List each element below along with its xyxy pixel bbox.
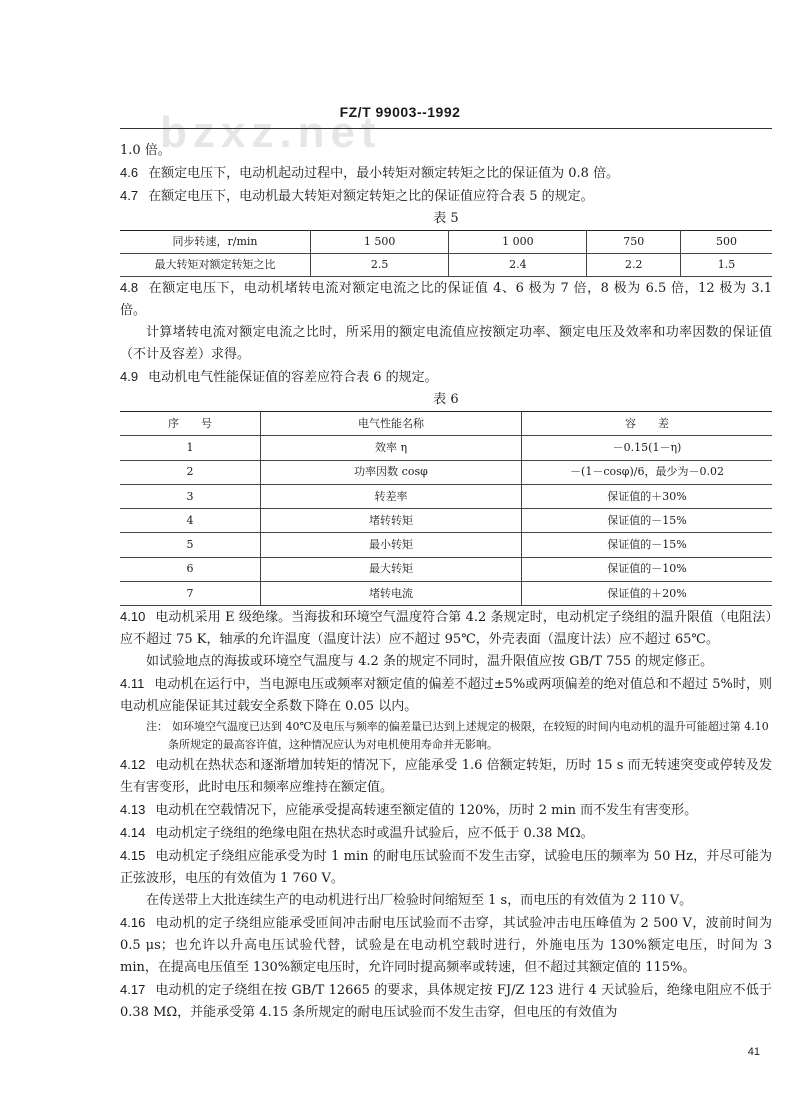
clause-text: 电动机采用 E 级绝缘。当海拔和环境空气温度符合第 4.2 条规定时，电动机定子绕组的温升限值（电阻法）应不超过 75 K，轴承的允许温度（温度计法）应不超过 95℃，外壳表面（温度计法）应不超过 65℃。 [120,610,772,648]
table-cell: 4 [120,509,261,533]
clause-text: 在额定电压下，电动机最大转矩对额定转矩之比的保证值应符合表 5 的规定。 [148,189,594,204]
table-row [120,254,772,277]
table-cell: －(1－cosφ)/6，最少为－0.02 [522,460,773,484]
table-cell: 1 [120,436,261,460]
clause-4-14 [120,822,772,845]
table-cell: 1.5 [681,254,772,277]
table-cell: 保证值的－10% [522,557,773,581]
table-cell: 保证值的－15% [522,533,773,557]
table-cell: 功率因数 cosφ [261,460,522,484]
clause-number: 4.17 [120,982,146,998]
table-row [120,557,772,581]
clause-text: 电动机在热状态和逐渐增加转矩的情况下，应能承受 1.6 倍额定转矩，历时 15 s 而无转速突变或停转及发生有害变形，此时电压和频率应维持在额定值。 [120,758,772,796]
table-cell: 2.5 [311,254,449,277]
table-row [120,484,772,508]
table-cell: 最小转矩 [261,533,522,557]
clause-number: 4.11 [120,676,145,692]
clause-4-16 [120,912,772,979]
column-header: 容 差 [522,412,773,436]
column-header: 电气性能名称 [261,412,522,436]
clause-text: 电动机电气性能保证值的容差应符合表 6 的规定。 [148,370,438,385]
document-body [120,140,772,1024]
table-cell: 7 [120,582,261,606]
table-6 [120,411,772,606]
table-cell: 500 [681,231,772,254]
clause-4-10-continued: 如试验地点的海拔或环境空气温度与 4.2 条的规定不同时，温升限值应按 GB/T 755 的规定修正。 [146,654,714,670]
clause-4-9 [120,366,772,389]
clause-text: 在额定电压下，电动机堵转电流对额定电流之比的保证值 4、6 极为 7 倍，8 极为 6.5 倍，12 极为 3.1 倍。 [120,281,772,318]
note [120,718,772,754]
table-row [120,509,772,533]
header-rule [120,128,772,129]
paragraph-continuation: 1.0 倍。 [120,143,171,158]
clause-4-8-continued: 计算堵转电流对额定电流之比时，所采用的额定电流值应按额定功率、额定电压及效率和功率因数的保证值（不计及容差）求得。 [120,325,772,362]
table-cell: 750 [587,231,681,254]
table-cell: 同步转速，r/min [120,231,311,254]
clause-number: 4.9 [120,369,139,384]
column-header: 序 号 [120,412,261,436]
table-row [120,436,772,460]
standard-code-header: FZ/T 99003--1992 [339,104,461,120]
table-cell: 2.2 [587,254,681,277]
clause-number: 4.12 [120,757,146,773]
table-row [120,533,772,557]
table-cell: 最大转矩对额定转矩之比 [120,254,311,277]
clause-number: 4.7 [120,188,139,203]
note-label: 注： [146,720,168,734]
clause-4-15 [120,845,772,890]
table-cell: 1 500 [311,231,449,254]
clause-number: 4.14 [120,825,146,841]
clause-number: 4.8 [120,280,139,295]
table-cell: 堵转电流 [261,582,522,606]
watermark: bzxz.net [160,108,382,157]
clause-4-8 [120,277,772,322]
clause-4-13 [120,799,772,822]
clause-number: 4.16 [120,915,146,931]
clause-text: 电动机定子绕组的绝缘电阻在热状态时或温升试验后，应不低于 0.38 MΩ。 [155,826,594,842]
table-cell: 2.4 [449,254,587,277]
table-5-title: 表 5 [433,211,459,226]
table-header-row [120,412,772,436]
table-cell: 5 [120,533,261,557]
clause-text: 电动机定子绕组应能承受为时 1 min 的耐电压试验而不发生击穿，试验电压的频率为 50 Hz，并尽可能为正弦波形，电压的有效值为 1 760 V。 [120,849,772,887]
clause-number: 4.15 [120,848,146,864]
clause-4-6 [120,162,772,185]
table-row [120,231,772,254]
table-cell: 最大转矩 [261,557,522,581]
table-cell: 堵转转矩 [261,509,522,533]
table-row [120,582,772,606]
table-cell: 1 000 [449,231,587,254]
table-6-title: 表 6 [433,392,459,407]
table-cell: 6 [120,557,261,581]
table-cell: －0.15(1－η) [522,436,773,460]
clause-4-11 [120,673,772,718]
table-cell: 2 [120,460,261,484]
clause-4-10 [120,606,772,651]
clause-4-15-continued: 在传送带上大批连续生产的电动机进行出厂检验时间缩短至 1 s，而电压的有效值为 2 110 V。 [146,893,693,909]
note-text: 如环境空气温度已达到 40℃及电压与频率的偏差量已达到上述规定的极限，在较短的时间内电动机的温升可能超过第 4.10 条所规定的最高容许值，这种情况应认为对电机使用寿命并无影响。 [168,720,769,752]
clause-4-7 [120,185,772,208]
clause-4-12 [120,754,772,799]
clause-number: 4.13 [120,802,146,818]
clause-text: 在额定电压下，电动机起动过程中，最小转矩对额定转矩之比的保证值为 0.8 倍。 [148,166,620,181]
clause-text: 电动机在空载情况下，应能承受提高转速至额定值的 120%，历时 2 min 而不发生有害变形。 [155,803,698,819]
clause-text: 电动机的定子绕组在按 GB/T 12665 的要求，具体规定按 FJ/Z 123 进行 4 天试验后，绝缘电阻应不低于 0.38 MΩ，并能承受第 4.15 条所规定的耐电压试验而不发生击穿，但电压的有效值为 [120,983,772,1021]
clause-number: 4.6 [120,165,139,180]
clause-number: 4.10 [120,609,146,625]
table-5 [120,230,772,277]
page-number: 41 [747,1046,760,1058]
table-cell: 保证值的＋20% [522,582,773,606]
table-cell: 保证值的－15% [522,509,773,533]
table-row [120,460,772,484]
clause-text: 电动机在运行中，当电源电压或频率对额定值的偏差不超过±5%或两项偏差的绝对值总和不超过 5%时，则电动机应能保证其过载安全系数下降在 0.05 以内。 [120,677,772,715]
table-cell: 转差率 [261,484,522,508]
clause-4-17 [120,979,772,1024]
table-cell: 效率 η [261,436,522,460]
table-cell: 3 [120,484,261,508]
table-cell: 保证值的＋30% [522,484,773,508]
clause-text: 电动机的定子绕组应能承受匝间冲击耐电压试验而不击穿，其试验冲击电压峰值为 2 500 V，波前时间为 0.5 μs；也允许以升高电压试验代替，试验是在电动机空载时进行，外施电压为 130%额定电压，时间为 3 min，在提高电压值至 130%额定电压时，允许同时提高频率或转速，但不超过其额定值的 115%。 [120,916,772,976]
